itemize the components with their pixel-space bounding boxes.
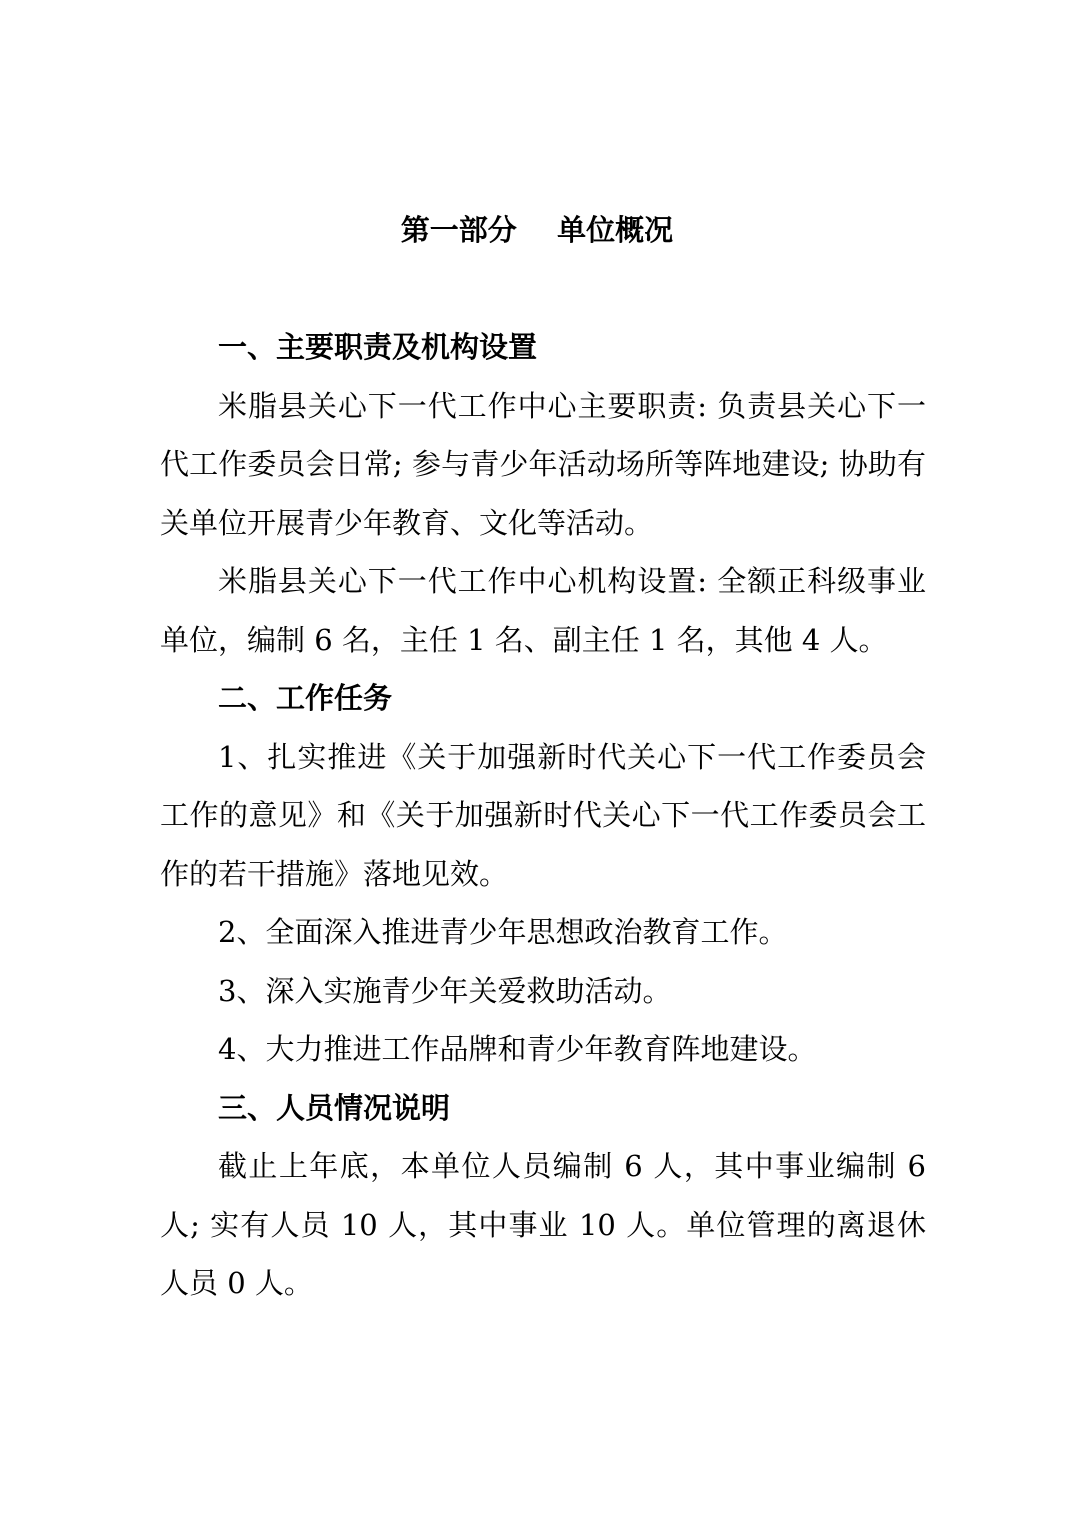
task-item-1: 1、扎实推进《关于加强新时代关心下一代工作委员会工作的意见》和《关于加强新时代关心下一代工作委员会工作的若干措施》落地见效。 (160, 739, 926, 891)
task-item-2: 2、全面深入推进青少年思想政治教育工作。 (218, 915, 788, 949)
paragraph-duties: 米脂县关心下一代工作中心主要职责: 负责县关心下一代工作委员会日常; 参与青少年活动场所等阵地建设; 协助有关单位开展青少年教育、文化等活动。 (160, 388, 926, 540)
paragraph-staff: 截止上年底，本单位人员编制 6 人，其中事业编制 6 人; 实有人员 10 人，其中事业 10 人。单位管理的离退休人员 0 人。 (160, 1149, 926, 1300)
task-item-3: 3、深入实施青少年关爱救助活动。 (218, 973, 672, 1008)
page-title: 第一部分 单位概况 (400, 213, 674, 247)
paragraph-organization: 米脂县关心下一代工作中心机构设置: 全额正科级事业单位，编制 6 名，主任 1 名、副主任 1 名，其他 4 人。 (160, 564, 926, 657)
section-heading-staff: 三、人员情况说明 (218, 1090, 451, 1125)
document-body (160, 318, 926, 1313)
task-item-4: 4、大力推进工作品牌和青少年教育阵地建设。 (218, 1032, 817, 1066)
section-heading-tasks: 二、工作任务 (218, 681, 393, 715)
section-heading-duties: 一、主要职责及机构设置 (218, 330, 538, 364)
